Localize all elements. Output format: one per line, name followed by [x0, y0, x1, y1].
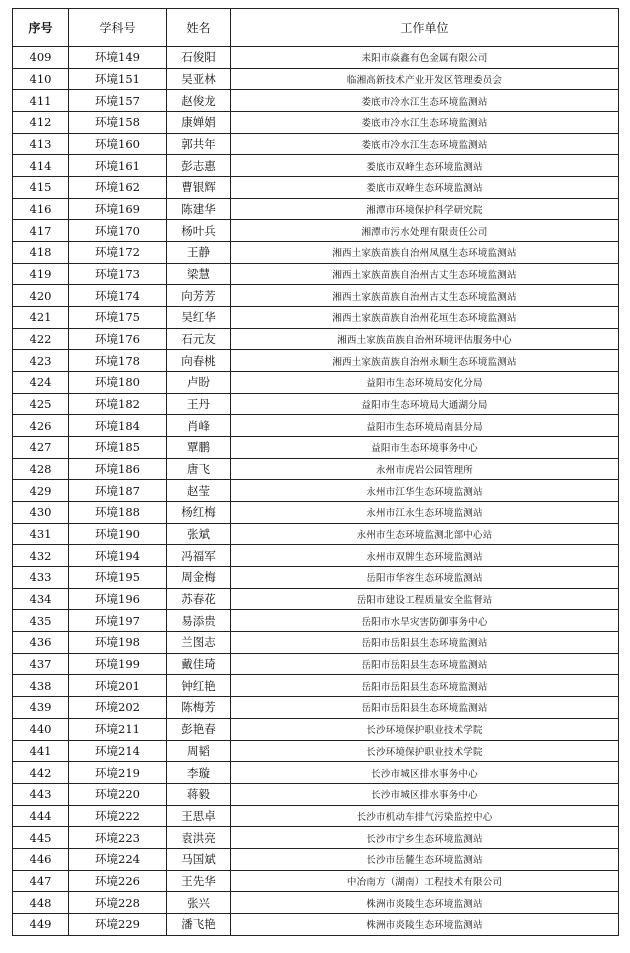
- work-unit-cell: 岳阳市水旱灾害防御事务中心: [231, 610, 619, 632]
- subject-no-cell: 环境222: [69, 805, 167, 827]
- serial-cell: 413: [13, 133, 69, 155]
- subject-no-cell: 环境190: [69, 523, 167, 545]
- table-row: [13, 502, 619, 524]
- table-row: [13, 675, 619, 697]
- work-unit-cell: 娄底市双峰生态环境监测站: [231, 177, 619, 199]
- name-cell: 易添贵: [167, 610, 231, 632]
- subject-no-cell: 环境202: [69, 697, 167, 719]
- serial-cell: 440: [13, 718, 69, 740]
- subject-no-cell: 环境182: [69, 393, 167, 415]
- work-unit-cell: 湘西土家族苗族自治州永顺生态环境监测站: [231, 350, 619, 372]
- subject-no-cell: 环境198: [69, 632, 167, 654]
- col-header-work-unit: 工作单位: [231, 9, 619, 47]
- subject-no-cell: 环境178: [69, 350, 167, 372]
- work-unit-cell: 长沙环境保护职业技术学院: [231, 740, 619, 762]
- name-cell: 苏春花: [167, 588, 231, 610]
- col-header-serial: 序号: [13, 9, 69, 47]
- header-row: [13, 9, 619, 47]
- name-cell: 覃鹏: [167, 437, 231, 459]
- serial-cell: 417: [13, 220, 69, 242]
- table-row: [13, 285, 619, 307]
- work-unit-cell: 娄底市冷水江生态环境监测站: [231, 90, 619, 112]
- subject-no-cell: 环境151: [69, 68, 167, 90]
- serial-cell: 427: [13, 437, 69, 459]
- work-unit-cell: 永州市虎岩公园管理所: [231, 458, 619, 480]
- subject-no-cell: 环境162: [69, 177, 167, 199]
- name-cell: 张斌: [167, 523, 231, 545]
- subject-no-cell: 环境220: [69, 783, 167, 805]
- table-row: [13, 697, 619, 719]
- name-cell: 潘飞艳: [167, 913, 231, 935]
- name-cell: 蒋毅: [167, 783, 231, 805]
- subject-no-cell: 环境188: [69, 502, 167, 524]
- serial-cell: 439: [13, 697, 69, 719]
- name-cell: 唐飞: [167, 458, 231, 480]
- serial-cell: 437: [13, 653, 69, 675]
- serial-cell: 422: [13, 328, 69, 350]
- serial-cell: 416: [13, 198, 69, 220]
- serial-cell: 430: [13, 502, 69, 524]
- work-unit-cell: 长沙市城区排水事务中心: [231, 762, 619, 784]
- work-unit-cell: 湘西土家族苗族自治州凤凰生态环境监测站: [231, 242, 619, 264]
- subject-no-cell: 环境184: [69, 415, 167, 437]
- name-cell: 兰图志: [167, 632, 231, 654]
- work-unit-cell: 永州市江永生态环境监测站: [231, 502, 619, 524]
- table-row: [13, 458, 619, 480]
- table-row: [13, 545, 619, 567]
- table-row: [13, 610, 619, 632]
- name-cell: 吴亚林: [167, 68, 231, 90]
- subject-no-cell: 环境187: [69, 480, 167, 502]
- name-cell: 王丹: [167, 393, 231, 415]
- personnel-table: [12, 8, 619, 936]
- subject-no-cell: 环境180: [69, 372, 167, 394]
- subject-no-cell: 环境149: [69, 47, 167, 69]
- serial-cell: 434: [13, 588, 69, 610]
- name-cell: 王先华: [167, 870, 231, 892]
- name-cell: 周韬: [167, 740, 231, 762]
- table-row: [13, 47, 619, 69]
- table-row: [13, 913, 619, 935]
- name-cell: 戴佳琦: [167, 653, 231, 675]
- work-unit-cell: 益阳市生态环境局南县分局: [231, 415, 619, 437]
- work-unit-cell: 永州市江华生态环境监测站: [231, 480, 619, 502]
- subject-no-cell: 环境201: [69, 675, 167, 697]
- work-unit-cell: 长沙市城区排水事务中心: [231, 783, 619, 805]
- table-row: [13, 870, 619, 892]
- work-unit-cell: 益阳市生态环境局大通湖分局: [231, 393, 619, 415]
- serial-cell: 438: [13, 675, 69, 697]
- work-unit-cell: 中冶南方（湖南）工程技术有限公司: [231, 870, 619, 892]
- work-unit-cell: 娄底市冷水江生态环境监测站: [231, 112, 619, 134]
- work-unit-cell: 湘西土家族苗族自治州花垣生态环境监测站: [231, 307, 619, 329]
- table-row: [13, 892, 619, 914]
- serial-cell: 446: [13, 848, 69, 870]
- serial-cell: 415: [13, 177, 69, 199]
- table-row: [13, 328, 619, 350]
- serial-cell: 414: [13, 155, 69, 177]
- name-cell: 赵俊龙: [167, 90, 231, 112]
- name-cell: 冯福军: [167, 545, 231, 567]
- name-cell: 李璇: [167, 762, 231, 784]
- table-row: [13, 437, 619, 459]
- table-row: [13, 415, 619, 437]
- serial-cell: 441: [13, 740, 69, 762]
- serial-cell: 425: [13, 393, 69, 415]
- name-cell: 向春桃: [167, 350, 231, 372]
- name-cell: 王静: [167, 242, 231, 264]
- work-unit-cell: 湘西土家族苗族自治州古丈生态环境监测站: [231, 285, 619, 307]
- work-unit-cell: 长沙市岳麓生态环境监测站: [231, 848, 619, 870]
- work-unit-cell: 湘潭市环境保护科学研究院: [231, 198, 619, 220]
- serial-cell: 444: [13, 805, 69, 827]
- serial-cell: 445: [13, 827, 69, 849]
- serial-cell: 411: [13, 90, 69, 112]
- subject-no-cell: 环境214: [69, 740, 167, 762]
- work-unit-cell: 长沙市宁乡生态环境监测站: [231, 827, 619, 849]
- table-row: [13, 567, 619, 589]
- serial-cell: 410: [13, 68, 69, 90]
- subject-no-cell: 环境211: [69, 718, 167, 740]
- work-unit-cell: 长沙环境保护职业技术学院: [231, 718, 619, 740]
- table-row: [13, 393, 619, 415]
- subject-no-cell: 环境161: [69, 155, 167, 177]
- name-cell: 杨红梅: [167, 502, 231, 524]
- subject-no-cell: 环境174: [69, 285, 167, 307]
- name-cell: 袁洪亮: [167, 827, 231, 849]
- serial-cell: 423: [13, 350, 69, 372]
- work-unit-cell: 永州市生态环境监测北部中心站: [231, 523, 619, 545]
- subject-no-cell: 环境194: [69, 545, 167, 567]
- work-unit-cell: 长沙市机动车排气污染监控中心: [231, 805, 619, 827]
- table-row: [13, 718, 619, 740]
- work-unit-cell: 益阳市生态环境事务中心: [231, 437, 619, 459]
- name-cell: 吴红华: [167, 307, 231, 329]
- subject-no-cell: 环境197: [69, 610, 167, 632]
- name-cell: 石俊阳: [167, 47, 231, 69]
- subject-no-cell: 环境158: [69, 112, 167, 134]
- name-cell: 曹银辉: [167, 177, 231, 199]
- subject-no-cell: 环境223: [69, 827, 167, 849]
- serial-cell: 429: [13, 480, 69, 502]
- subject-no-cell: 环境196: [69, 588, 167, 610]
- work-unit-cell: 临湘高新技术产业开发区管理委员会: [231, 68, 619, 90]
- col-header-name: 姓名: [167, 9, 231, 47]
- work-unit-cell: 岳阳市岳阳县生态环境监测站: [231, 697, 619, 719]
- work-unit-cell: 湘潭市污水处理有限责任公司: [231, 220, 619, 242]
- serial-cell: 428: [13, 458, 69, 480]
- work-unit-cell: 娄底市双峰生态环境监测站: [231, 155, 619, 177]
- serial-cell: 418: [13, 242, 69, 264]
- name-cell: 王思卓: [167, 805, 231, 827]
- subject-no-cell: 环境176: [69, 328, 167, 350]
- table-row: [13, 90, 619, 112]
- table-row: [13, 762, 619, 784]
- subject-no-cell: 环境228: [69, 892, 167, 914]
- subject-no-cell: 环境195: [69, 567, 167, 589]
- serial-cell: 448: [13, 892, 69, 914]
- name-cell: 卢盼: [167, 372, 231, 394]
- work-unit-cell: 岳阳市建设工程质量安全监督站: [231, 588, 619, 610]
- serial-cell: 447: [13, 870, 69, 892]
- table-row: [13, 133, 619, 155]
- serial-cell: 419: [13, 263, 69, 285]
- serial-cell: 420: [13, 285, 69, 307]
- work-unit-cell: 娄底市冷水江生态环境监测站: [231, 133, 619, 155]
- work-unit-cell: 耒阳市焱鑫有色金属有限公司: [231, 47, 619, 69]
- work-unit-cell: 永州市双牌生态环境监测站: [231, 545, 619, 567]
- work-unit-cell: 岳阳市岳阳县生态环境监测站: [231, 653, 619, 675]
- subject-no-cell: 环境224: [69, 848, 167, 870]
- name-cell: 彭艳春: [167, 718, 231, 740]
- serial-cell: 449: [13, 913, 69, 935]
- name-cell: 周金梅: [167, 567, 231, 589]
- table-row: [13, 827, 619, 849]
- name-cell: 彭志惠: [167, 155, 231, 177]
- name-cell: 马国斌: [167, 848, 231, 870]
- work-unit-cell: 湘西土家族苗族自治州古丈生态环境监测站: [231, 263, 619, 285]
- table-row: [13, 198, 619, 220]
- subject-no-cell: 环境199: [69, 653, 167, 675]
- subject-no-cell: 环境172: [69, 242, 167, 264]
- serial-cell: 442: [13, 762, 69, 784]
- name-cell: 康婵娟: [167, 112, 231, 134]
- table-row: [13, 112, 619, 134]
- subject-no-cell: 环境219: [69, 762, 167, 784]
- table-body: [13, 47, 619, 936]
- subject-no-cell: 环境160: [69, 133, 167, 155]
- name-cell: 杨叶兵: [167, 220, 231, 242]
- table-row: [13, 350, 619, 372]
- serial-cell: 432: [13, 545, 69, 567]
- table-row: [13, 242, 619, 264]
- serial-cell: 412: [13, 112, 69, 134]
- table-row: [13, 740, 619, 762]
- table-row: [13, 372, 619, 394]
- serial-cell: 424: [13, 372, 69, 394]
- subject-no-cell: 环境157: [69, 90, 167, 112]
- col-header-subject-no: 学科号: [69, 9, 167, 47]
- subject-no-cell: 环境186: [69, 458, 167, 480]
- table-row: [13, 177, 619, 199]
- serial-cell: 409: [13, 47, 69, 69]
- table-row: [13, 805, 619, 827]
- name-cell: 张兴: [167, 892, 231, 914]
- subject-no-cell: 环境229: [69, 913, 167, 935]
- name-cell: 向芳芳: [167, 285, 231, 307]
- work-unit-cell: 株洲市炎陵生态环境监测站: [231, 892, 619, 914]
- table-row: [13, 263, 619, 285]
- work-unit-cell: 株洲市炎陵生态环境监测站: [231, 913, 619, 935]
- name-cell: 赵莹: [167, 480, 231, 502]
- table-row: [13, 155, 619, 177]
- serial-cell: 421: [13, 307, 69, 329]
- table-row: [13, 588, 619, 610]
- name-cell: 钟红艳: [167, 675, 231, 697]
- subject-no-cell: 环境185: [69, 437, 167, 459]
- work-unit-cell: 益阳市生态环境局安化分局: [231, 372, 619, 394]
- subject-no-cell: 环境169: [69, 198, 167, 220]
- subject-no-cell: 环境226: [69, 870, 167, 892]
- serial-cell: 436: [13, 632, 69, 654]
- subject-no-cell: 环境175: [69, 307, 167, 329]
- name-cell: 梁慧: [167, 263, 231, 285]
- subject-no-cell: 环境170: [69, 220, 167, 242]
- name-cell: 陈建华: [167, 198, 231, 220]
- subject-no-cell: 环境173: [69, 263, 167, 285]
- table-row: [13, 307, 619, 329]
- table-row: [13, 783, 619, 805]
- serial-cell: 443: [13, 783, 69, 805]
- serial-cell: 435: [13, 610, 69, 632]
- table-row: [13, 220, 619, 242]
- name-cell: 陈梅芳: [167, 697, 231, 719]
- serial-cell: 426: [13, 415, 69, 437]
- table-row: [13, 632, 619, 654]
- serial-cell: 431: [13, 523, 69, 545]
- name-cell: 肖峰: [167, 415, 231, 437]
- work-unit-cell: 岳阳市岳阳县生态环境监测站: [231, 675, 619, 697]
- table-row: [13, 653, 619, 675]
- table-row: [13, 68, 619, 90]
- table-row: [13, 480, 619, 502]
- table-row: [13, 523, 619, 545]
- serial-cell: 433: [13, 567, 69, 589]
- work-unit-cell: 湘西土家族苗族自治州环境评估服务中心: [231, 328, 619, 350]
- name-cell: 石元友: [167, 328, 231, 350]
- name-cell: 郭共年: [167, 133, 231, 155]
- table-row: [13, 848, 619, 870]
- work-unit-cell: 岳阳市华容生态环境监测站: [231, 567, 619, 589]
- work-unit-cell: 岳阳市岳阳县生态环境监测站: [231, 632, 619, 654]
